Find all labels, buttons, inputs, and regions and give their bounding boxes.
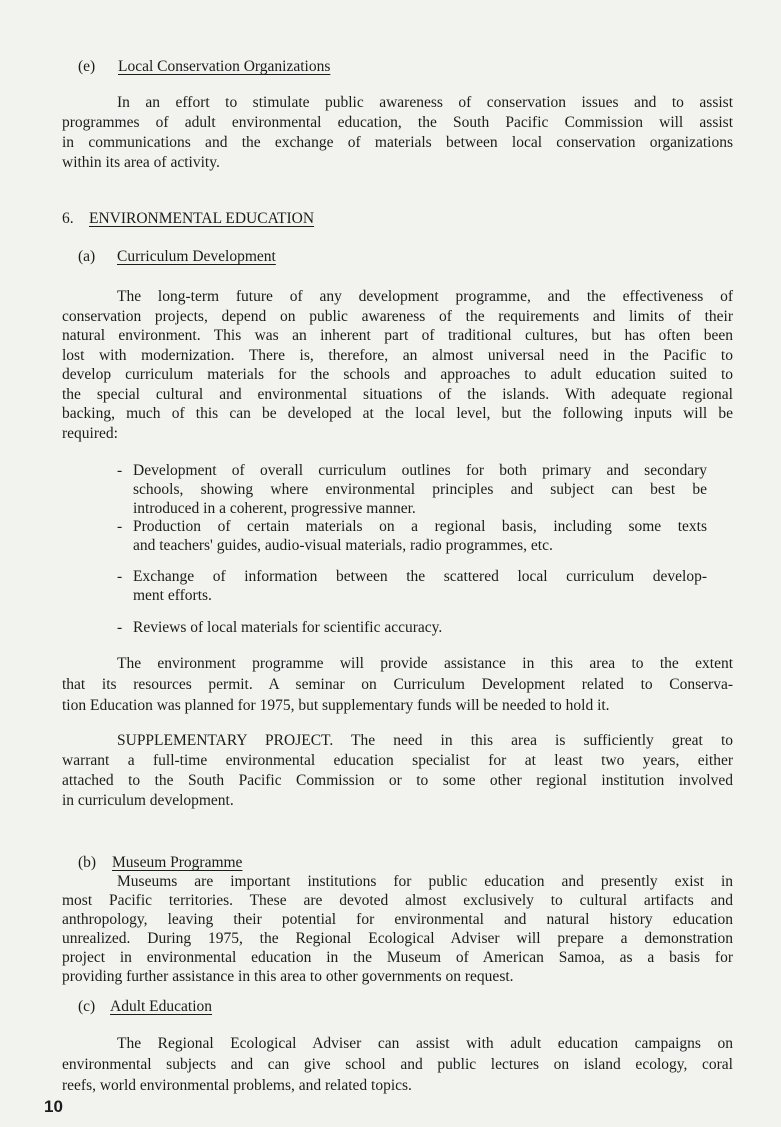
paragraph-adult-education xyxy=(62,1033,733,1096)
paragraph-local-conservation xyxy=(62,93,733,173)
bullet-item-regional-materials xyxy=(117,517,707,555)
text-line: conservation projects, depend on public awareness of the requirements and limits of their xyxy=(62,307,733,325)
text-line: attached to the South Pacific Commission or to some other regional institution involved xyxy=(62,772,733,789)
text-line: In an effort to stimulate public awareness of conservation issues and to assist xyxy=(117,94,733,111)
bullet-item-reviews xyxy=(117,618,707,637)
text-line: anthropology, leaving their potential for environmental and natural history education xyxy=(62,911,733,928)
section-title: Local Conservation Organizations xyxy=(118,58,331,75)
text-line: The Regional Ecological Adviser can assist with adult education campaigns on xyxy=(117,1035,733,1052)
paragraph-supplementary-project xyxy=(62,731,733,811)
text-line: ment efforts. xyxy=(133,587,212,604)
text-line: required: xyxy=(62,424,118,442)
text-line: most Pacific territories. These are devoted almost exclusively to cultural artifacts and xyxy=(62,892,733,909)
section-heading-b xyxy=(78,853,242,872)
section-number: (a) xyxy=(78,248,96,265)
bullet-item-curriculum-outlines xyxy=(117,461,707,518)
text-line: the special cultural and environmental situations of the islands. With adequate regional xyxy=(62,385,733,403)
text-line: introduced in a coherent, progressive manner. xyxy=(133,500,416,517)
bullet-item-information-exchange xyxy=(117,567,707,605)
section-title: Curriculum Development xyxy=(117,248,276,265)
page-number: 10 xyxy=(44,1097,63,1116)
paragraph-museum xyxy=(62,872,733,986)
bullet-text xyxy=(133,517,707,555)
text-line: project in environmental education in the Museum of American Samoa, as a basis for xyxy=(62,949,733,966)
text-line: in curriculum development. xyxy=(62,792,234,809)
section-title: Museum Programme xyxy=(112,854,243,871)
text-line: Development of overall curriculum outlines for both primary and secondary xyxy=(133,462,707,479)
text-line: and teachers' guides, audio-visual materials, radio programmes, etc. xyxy=(133,537,553,554)
text-line: lost with modernization. There is, therefore, an almost universal need in the Pacific to xyxy=(62,346,733,364)
bullet-dash: - xyxy=(117,619,123,636)
paragraph-environment-programme xyxy=(62,653,733,716)
section-number: 6. xyxy=(62,210,74,227)
text-line: backing, much of this can be developed at the local level, but the following inputs will be xyxy=(62,405,733,422)
section-number: (b) xyxy=(78,854,97,871)
section-heading-a xyxy=(78,247,276,266)
text-line: SUPPLEMENTARY PROJECT. The need in this area is sufficiently great to xyxy=(117,732,733,749)
section-heading-c xyxy=(78,997,212,1016)
bullet-dash: - xyxy=(117,462,123,479)
text-line: within its area of activity. xyxy=(62,154,220,171)
text-line: providing further assistance in this area to other governments on request. xyxy=(62,968,514,985)
text-line: Museums are important institutions for public education and presently exist in xyxy=(117,873,733,890)
text-line: programmes of adult environmental education, the South Pacific Commission will assist xyxy=(62,114,733,131)
text-line: warrant a full-time environmental education specialist for at least two years, either xyxy=(62,752,733,769)
text-line: tion Education was planned for 1975, but supplementary funds will be needed to hold it. xyxy=(62,697,610,714)
text-line: in communications and the exchange of materials between local conservation organizations xyxy=(62,134,733,151)
text-line: schools, showing where environmental principles and subject can best be xyxy=(133,481,707,498)
bullet-text xyxy=(133,567,707,605)
text-line: Production of certain materials on a regional basis, including some texts xyxy=(133,518,707,535)
text-line: natural environment. This was an inherent part of traditional cultures, but has often been xyxy=(62,327,733,344)
section-title: ENVIRONMENTAL EDUCATION xyxy=(89,210,315,227)
text-line: The environment programme will provide assistance in this area to the extent xyxy=(117,655,733,672)
bullet-dash: - xyxy=(117,518,123,535)
text-line: develop curriculum materials for the schools and approaches to adult education suited to xyxy=(62,366,733,383)
section-title: Adult Education xyxy=(110,998,213,1015)
text-line: environmental subjects and can give school and public lectures on island ecology, coral xyxy=(62,1056,733,1073)
text-line: The long-term future of any development programme, and the effectiveness of xyxy=(117,288,733,305)
bullet-text xyxy=(133,618,707,637)
text-line: reefs, world environmental problems, and related topics. xyxy=(62,1077,412,1094)
text-line: unrealized. During 1975, the Regional Ecological Adviser will prepare a demonstration xyxy=(62,930,733,947)
section-heading-6 xyxy=(62,209,314,228)
bullet-text xyxy=(133,461,707,518)
paragraph-curriculum xyxy=(62,287,733,443)
section-number: (c) xyxy=(78,998,96,1015)
bullet-dash: - xyxy=(117,568,123,585)
text-line: Reviews of local materials for scientific accuracy. xyxy=(133,619,443,636)
section-number: (e) xyxy=(78,58,96,75)
text-line: that its resources permit. A seminar on Curriculum Development related to Conserva- xyxy=(62,676,733,693)
text-line: Exchange of information between the scattered local curriculum develop- xyxy=(133,568,707,585)
section-heading-e xyxy=(78,57,330,76)
